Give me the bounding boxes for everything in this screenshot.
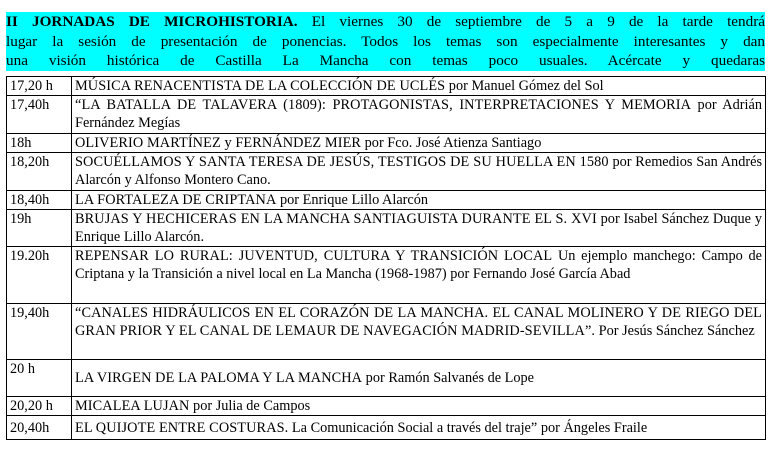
intro-line-1-text: El viernes 30 de septiembre de 5 a 9 de la tarde tendrá <box>311 13 766 30</box>
talk-title: SOCUÉLLAMOS Y SANTA TERESA DE JESÚS, TESTIGOS DE SU HUELLA EN 1580 <box>75 154 609 170</box>
schedule-time: 18,20h <box>7 153 72 191</box>
intro-heading: II JORNADAS DE MICROHISTORIA. <box>6 13 298 30</box>
talk-speaker: Por Jesús Sánchez Sánchez <box>595 323 755 339</box>
talk-title: OLIVERIO MARTÍNEZ y FERNÁNDEZ MIER <box>75 135 362 151</box>
schedule-time: 17,20 h <box>7 77 72 96</box>
schedule-row <box>7 191 766 210</box>
talk-title: MICALEA LUJAN <box>75 398 190 414</box>
schedule-talk <box>72 360 766 397</box>
schedule-row <box>7 96 766 134</box>
schedule-time: 18,40h <box>7 191 72 210</box>
schedule-time: 19.20h <box>7 247 72 304</box>
schedule-row <box>7 360 766 397</box>
intro-line-1 <box>6 12 765 32</box>
talk-speaker: por Manuel Gómez del Sol <box>445 78 604 94</box>
schedule-talk <box>72 416 766 440</box>
talk-title: LA FORTALEZA DE CRIPTANA <box>75 192 277 208</box>
schedule-talk <box>72 134 766 153</box>
talk-title: “CANALES HIDRÁULICOS EN EL CORAZÓN DE LA MANCHA. EL CANAL MOLINERO Y DE RIEGO DEL GRAN PRIOR Y EL CANAL DE LEMAUR DE NAVEGACIÓN MADRID-SEVILLA”. <box>75 305 762 339</box>
schedule-talk <box>72 247 766 304</box>
schedule-talk <box>72 153 766 191</box>
intro-paragraph <box>6 12 765 71</box>
schedule-talk <box>72 304 766 360</box>
schedule-talk <box>72 397 766 416</box>
schedule-time: 19h <box>7 210 72 247</box>
schedule-row <box>7 416 766 440</box>
talk-title: REPENSAR LO RURAL: JUVENTUD, CULTURA Y TRANSICIÓN LOCAL <box>75 248 553 264</box>
schedule-row <box>7 304 766 360</box>
talk-speaker: por Isabel Sánchez Duque y Enrique Lillo Alarcón. <box>75 211 762 245</box>
talk-speaker: por Adrián Fernández Megías <box>75 97 762 131</box>
schedule-talk <box>72 210 766 247</box>
schedule-row <box>7 397 766 416</box>
talk-title: BRUJAS Y HECHICERAS EN LA MANCHA SANTIAGUISTA DURANTE EL S. XVI <box>75 211 597 227</box>
schedule-row <box>7 210 766 247</box>
talk-speaker: La Comunicación Social a través del traje” por Ángeles Fraile <box>288 419 648 436</box>
schedule-talk <box>72 96 766 134</box>
talk-title: EL QUIJOTE ENTRE COSTURAS. <box>75 419 289 436</box>
schedule-row <box>7 134 766 153</box>
intro-line-3: una visión histórica de Castilla La Mancha con temas poco usuales. Acércate y quedaras <box>6 52 765 70</box>
schedule-row <box>7 77 766 96</box>
intro-line-2: lugar la sesión de presentación de ponencias. Todos los temas son especialmente interesantes y dan <box>6 32 765 50</box>
schedule-body <box>7 77 766 440</box>
schedule-talk <box>72 191 766 210</box>
schedule-row <box>7 153 766 191</box>
schedule-talk <box>72 77 766 96</box>
talk-speaker: por Enrique Lillo Alarcón <box>276 192 429 208</box>
schedule-time: 18h <box>7 134 72 153</box>
talk-speaker: por Julia de Campos <box>189 398 311 414</box>
schedule-table <box>6 76 766 440</box>
talk-speaker: por Fco. José Atienza Santiago <box>361 135 542 151</box>
talk-speaker: por Remedios San Andrés Alarcón y Alfonso Montero Cano. <box>75 154 763 188</box>
talk-title: LA VIRGEN DE LA PALOMA Y LA MANCHA <box>75 370 363 386</box>
schedule-time: 20,40h <box>7 416 72 440</box>
schedule-time: 20,20 h <box>7 397 72 416</box>
schedule-time: 20 h <box>7 360 72 397</box>
schedule-row <box>7 247 766 304</box>
talk-speaker: por Ramón Salvanés de Lope <box>362 370 535 386</box>
talk-title: “LA BATALLA DE TALAVERA (1809): PROTAGONISTAS, INTERPRETACIONES Y MEMORIA <box>75 97 692 113</box>
talk-title: MÚSICA RENACENTISTA DE LA COLECCIÓN DE UCLÉS <box>75 78 446 94</box>
schedule-time: 17,40h <box>7 96 72 134</box>
talk-speaker: Un ejemplo manchego: Campo de Criptana y la Transición a nivel local en La Mancha (1968-1987) por Fernando José García Abad <box>75 248 762 282</box>
schedule-time: 19,40h <box>7 304 72 360</box>
